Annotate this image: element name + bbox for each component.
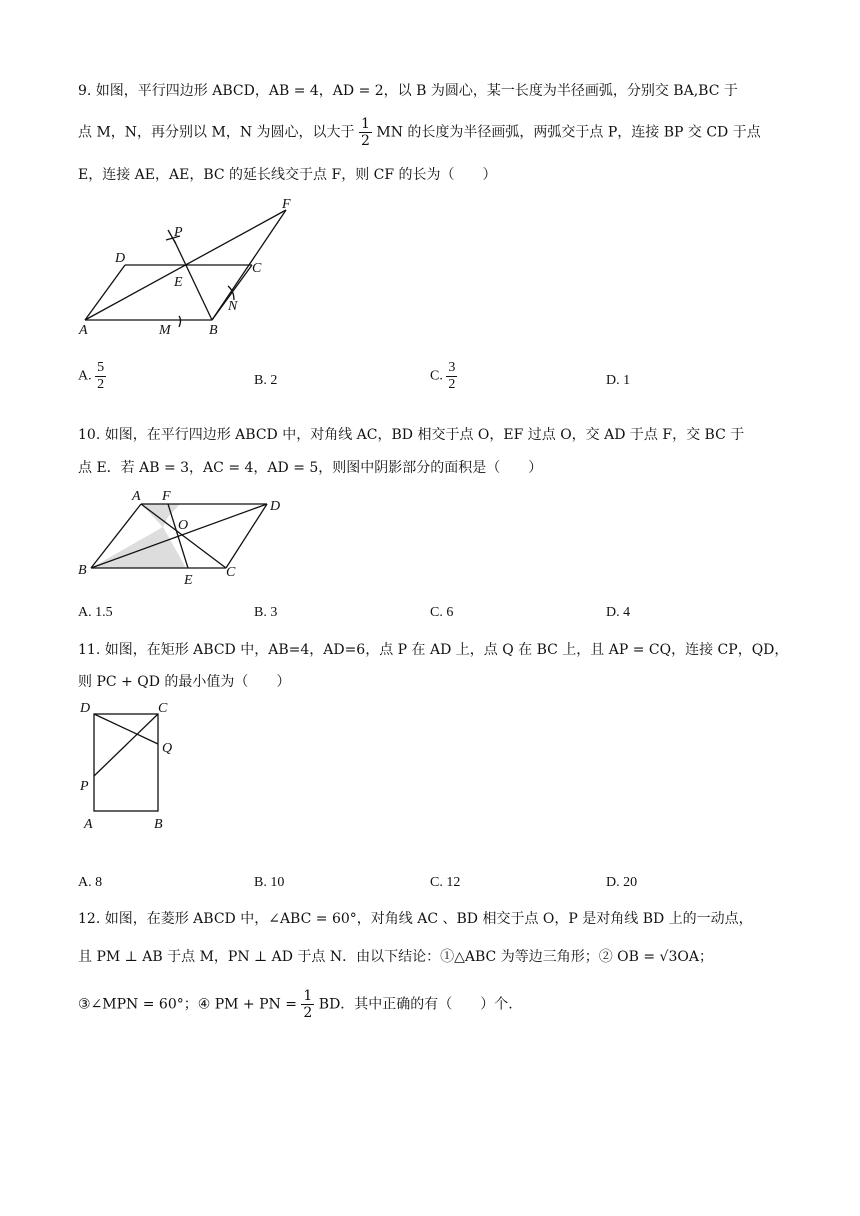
q10-label-a: A (132, 489, 141, 504)
q12-frac-den: 2 (303, 1005, 313, 1021)
q9-label-c: C (252, 261, 262, 276)
q11-line1: 11. 如图，在矩形 ABCD 中，AB=4，AD=6，点 P 在 AD 上，点 Q 在 BC 上，且 AP = CQ，连接 CP，QD， (78, 642, 789, 658)
q9-line3: E，连接 AE，AE，BC 的延长线交于点 F，则 CF 的长为（ ） (78, 167, 497, 183)
q10-label-o: O (178, 518, 189, 533)
q10-line1: 10. 如图，在平行四边形 ABCD 中，对角线 AC，BD 相交于点 O，EF 过点 O，交 AD 于点 F，交 BC 于 (78, 427, 745, 443)
q9-label-d: D (115, 251, 126, 266)
q10-line2: 点 E．若 AB = 3，AC = 4，AD = 5，则图中阴影部分的面积是（ ） (78, 460, 543, 476)
q9-label-b: B (209, 323, 218, 338)
q9-option-d[interactable] (606, 373, 630, 389)
option-key: C. (430, 368, 443, 384)
frac-den: 2 (97, 377, 105, 392)
q9-option-c[interactable] (430, 360, 457, 393)
option-text: 2 (270, 373, 278, 388)
option-key: B. (254, 373, 267, 388)
q9-option-a[interactable] (78, 360, 106, 393)
q12-line3-b: BD．其中正确的有（ ）个. (318, 996, 513, 1013)
q11-label-p: P (80, 779, 89, 794)
q9-line1: 9. 如图，平行四边形 ABCD，AB = 4，AD = 2，以 B 为圆心，某一长度为半径画弧，分别交 BA,BC 于 (78, 83, 738, 99)
q11-label-b: B (154, 817, 163, 832)
q10-option-a[interactable]: A. 1.5 (78, 605, 113, 620)
q12-line1: 12. 如图，在菱形 ABCD 中，∠ABC = 60°，对角线 AC 、BD 相交于点 O，P 是对角线 BD 上的一动点， (78, 911, 753, 927)
q9-option-b[interactable] (254, 373, 277, 389)
q11-figure (76, 696, 196, 836)
q9-label-p: P (174, 225, 183, 240)
q9-figure (76, 196, 316, 346)
q12-line3 (78, 988, 513, 1021)
q9-label-n: N (228, 299, 238, 314)
option-fraction (95, 360, 106, 393)
q9-line2 (78, 116, 761, 149)
q9-line2-b: MN 的长度为半径画弧，两弧交于点 P，连接 BP 交 CD 于点 (376, 124, 761, 141)
q9-label-f: F (282, 197, 291, 212)
q10-label-d: D (270, 499, 281, 514)
q9-label-e: E (174, 275, 183, 290)
q11-label-a: A (84, 817, 93, 832)
q10-label-e: E (184, 573, 193, 588)
q9-frac-num: 1 (360, 116, 370, 132)
q11-option-b[interactable]: B. 10 (254, 875, 285, 890)
q10-label-f: F (162, 489, 171, 504)
q10-option-c[interactable]: C. 6 (430, 605, 454, 620)
q10-label-b: B (78, 563, 87, 578)
q9-line2-a: 点 M，N，再分别以 M，N 为圆心，以大于 (78, 124, 355, 141)
option-key: D. (606, 373, 620, 388)
q10-option-b[interactable]: B. 3 (254, 605, 278, 620)
q10-option-d[interactable]: D. 4 (606, 605, 631, 620)
q9-label-a: A (79, 323, 88, 338)
q12-line2: 且 PM ⊥ AB 于点 M，PN ⊥ AD 于点 N．由以下结论：①△ABC 为等边三角形；② OB = √3OA； (78, 949, 713, 965)
q10-label-c: C (226, 565, 236, 580)
q9-frac-den: 2 (360, 133, 370, 149)
q11-label-q: Q (162, 741, 173, 756)
q12-frac-num: 1 (303, 988, 313, 1004)
q11-option-d[interactable]: D. 20 (606, 875, 638, 890)
frac-den: 2 (448, 377, 456, 392)
q11-option-c[interactable]: C. 12 (430, 875, 461, 890)
option-key: A. (78, 368, 92, 384)
option-fraction (446, 360, 457, 393)
q11-label-c: C (158, 701, 168, 716)
q11-label-d: D (80, 701, 91, 716)
q10-figure (76, 484, 296, 594)
q12-line3-a: ③∠MPN = 60°；④ PM + PN = (78, 996, 297, 1013)
q11-line2: 则 PC + QD 的最小值为（ ） (78, 674, 291, 690)
frac-num: 3 (448, 360, 456, 375)
option-text: 1 (623, 373, 631, 388)
q9-label-m: M (159, 323, 171, 338)
frac-num: 5 (97, 360, 105, 375)
q11-option-a[interactable]: A. 8 (78, 875, 103, 890)
q9-half-fraction (359, 116, 372, 149)
q12-half-fraction (301, 988, 314, 1021)
